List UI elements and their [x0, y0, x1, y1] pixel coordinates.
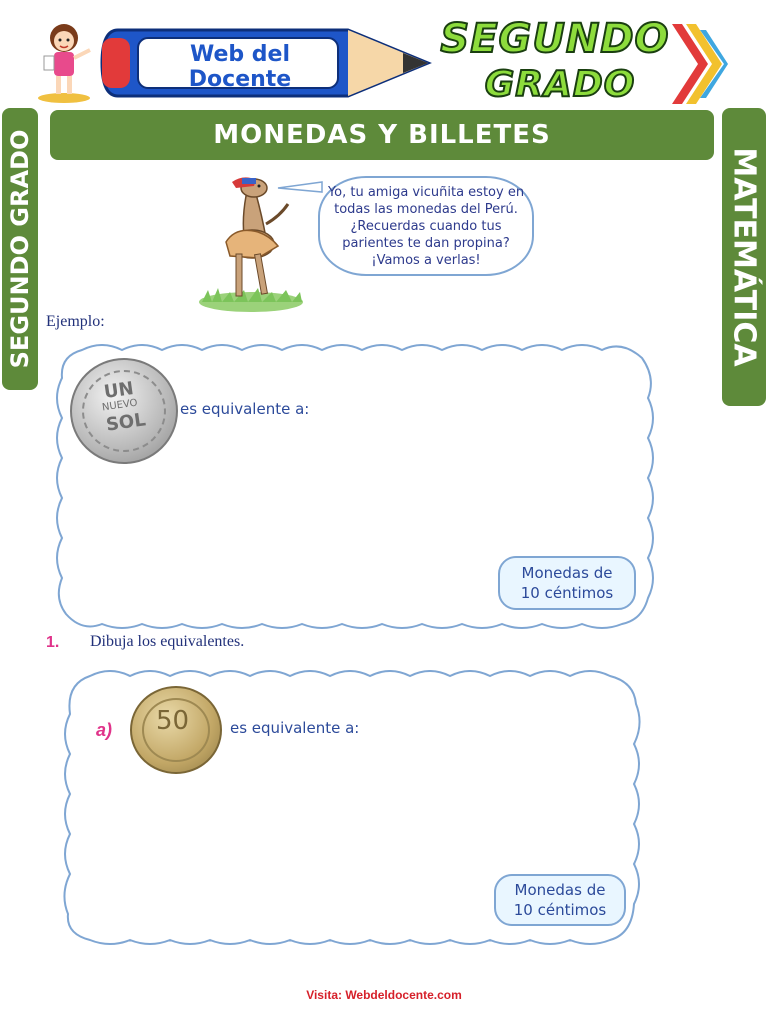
side-left-text: SEGUNDO GRADO — [6, 129, 34, 369]
item-a-badge-line2: 10 céntimos — [513, 901, 607, 919]
grade-logo — [430, 14, 730, 110]
grade-line1: SEGUNDO — [440, 16, 670, 62]
example-badge-line1: Monedas de — [521, 564, 613, 582]
teacher-logo-illustration — [34, 16, 94, 104]
grade-line2: GRADO — [484, 64, 636, 105]
side-banner-left — [2, 108, 38, 390]
logo-text: Web del Docente — [188, 42, 292, 92]
speech-bubble — [318, 176, 534, 276]
sol-coin-text-3: SOL — [104, 409, 148, 436]
item-a-equivalent-text: es equivalente a: — [230, 719, 360, 737]
title-bar — [50, 110, 714, 160]
example-equivalent-text: es equivalente a: — [180, 400, 310, 418]
example-label: Ejemplo: — [46, 313, 105, 330]
item-a-badge-line1: Monedas de — [514, 881, 606, 899]
sol-coin-text-2: NUEVO — [101, 397, 139, 414]
side-banner-right — [722, 108, 766, 406]
speech-bubble-tail — [276, 180, 324, 194]
item-a-coin-badge — [494, 874, 626, 926]
exercise-number: 1. — [46, 634, 60, 651]
page-title: MONEDAS Y BILLETES — [213, 120, 551, 150]
footer-link[interactable]: Visita: Webdeldocente.com — [306, 988, 462, 1002]
fifty-coin-value: 50 — [156, 706, 190, 736]
sol-coin-text-1: UN — [102, 378, 136, 403]
speech-bubble-text: Yo, tu amiga vicuñita estoy en todas las monedas del Perú. ¿Recuerdas cuando tus parientes te dan propina? ¡Vamos a verlas! — [327, 184, 525, 268]
item-a-letter: a) — [96, 720, 113, 740]
side-right-text: MATEMÁTICA — [726, 147, 762, 367]
exercise-instruction: Dibuja los equivalentes. — [90, 633, 245, 650]
example-badge-line2: 10 céntimos — [520, 584, 614, 602]
example-coin-badge — [498, 556, 636, 610]
